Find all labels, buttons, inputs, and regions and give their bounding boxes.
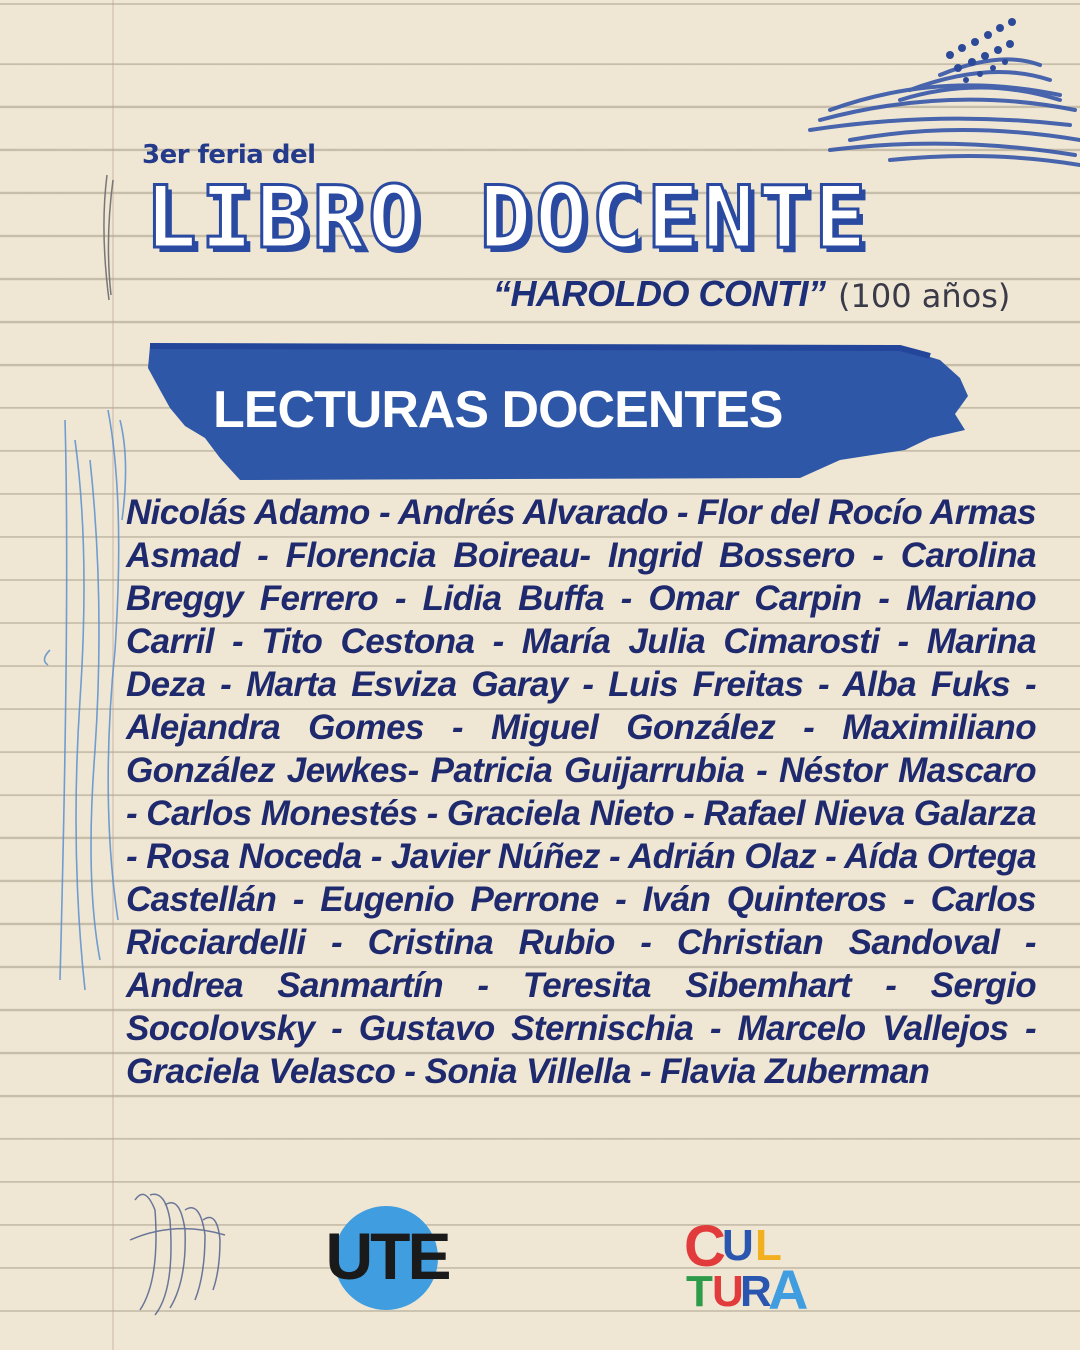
scribble-left-wavy bbox=[30, 400, 140, 1000]
cultura-letter: A bbox=[768, 1258, 809, 1321]
ute-logo-text: UTE bbox=[325, 1219, 449, 1293]
scribble-pencil-left bbox=[95, 170, 125, 310]
section-title: LECTURAS DOCENTES bbox=[213, 381, 783, 439]
event-title: LIBRO DOCENTE bbox=[145, 168, 871, 268]
cultura-logo bbox=[682, 1212, 812, 1322]
scribble-top-right bbox=[790, 0, 1080, 190]
cultura-letter: U bbox=[722, 1221, 754, 1270]
scribble-bottom-left bbox=[125, 1180, 235, 1320]
cultura-letter: R bbox=[740, 1267, 772, 1316]
event-subtitle: 3er feria del bbox=[142, 140, 316, 170]
readers-list: Nicolás Adamo - Andrés Alvarado - Flor del Rocío Armas Asmad - Florencia Boireau- Ingrid Bossero - Carolina Breggy Ferrero - Lidia Buffa - Omar Carpin - Mariano Carril - Tito Cestona - María Julia Cimarosti - Marina Deza - Marta Esviza Garay - Luis Freitas - Alba Fuks - Alejandra Gomes - Miguel González - Maximiliano González Jewkes- Patricia Guijarrubia - Néstor Mascaro - Carlos Monestés - Graciela Nieto - Rafael Nieva Galarza - Rosa Noceda - Javier Núñez - Adrián Olaz - Aída Ortega Castellán - Eugenio Perrone - Iván Quinteros - Carlos Ricciardelli - Cristina Rubio - Christian Sandoval - Andrea Sanmartín - Teresita Sibemhart - Sergio Socolovsky - Gustavo Sternischia - Marcelo Vallejos - Graciela Velasco - Sonia Villella - Flavia Zuberman bbox=[126, 493, 1036, 1091]
cultura-letter: C bbox=[684, 1214, 726, 1279]
cultura-letter: L bbox=[755, 1221, 782, 1270]
cultura-letter: U bbox=[712, 1267, 744, 1316]
honoree-name: “HAROLDO CONTI” bbox=[493, 273, 826, 314]
ute-logo bbox=[320, 1200, 454, 1312]
cultura-letter: T bbox=[686, 1267, 713, 1316]
honoree-note: (100 años) bbox=[838, 277, 1011, 315]
